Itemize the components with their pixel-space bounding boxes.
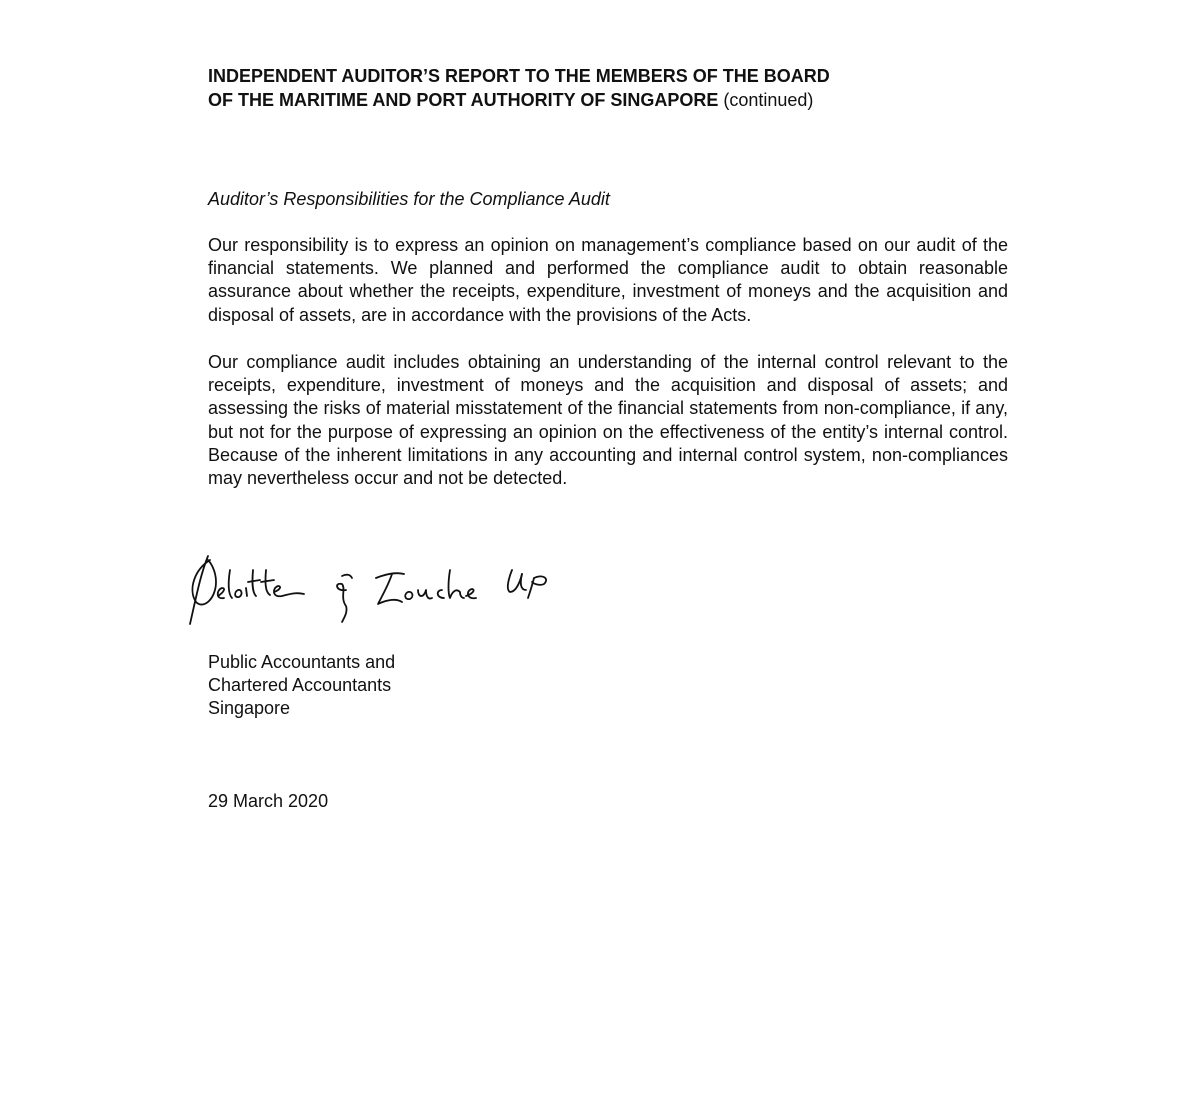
- signature-image: [186, 552, 566, 630]
- report-title-suffix: (continued): [723, 90, 814, 110]
- paragraph-responsibility: Our responsibility is to express an opinion on management’s compliance based on our audit of the financial statements. We planned and performed the compliance audit to obtain reasonable assurance about whether the receipts, expenditure, investment of moneys and the acquisition and disposal of assets, are in accordance with the provisions of the Acts.: [208, 235, 1008, 325]
- handwritten-signature: [186, 552, 566, 630]
- report-date: 29 March 2020: [208, 791, 329, 811]
- signatory-line1: Public Accountants and: [208, 652, 396, 672]
- report-title-line1: INDEPENDENT AUDITOR’S REPORT TO THE MEMBERS OF THE BOARD: [208, 66, 830, 86]
- signatory-block: [208, 651, 395, 721]
- section-heading: Auditor’s Responsibilities for the Compliance Audit: [208, 189, 610, 209]
- signatory-line3: Singapore: [208, 698, 291, 719]
- report-title: [208, 64, 1008, 112]
- signatory-line2: Chartered Accountants: [208, 675, 392, 696]
- report-title-line2: OF THE MARITIME AND PORT AUTHORITY OF SINGAPORE: [208, 90, 719, 110]
- report-body: [208, 64, 1008, 489]
- paragraph-compliance-audit: Our compliance audit includes obtaining an understanding of the internal control relevant to the receipts, expenditure, investment of moneys and the acquisition and disposal of assets; and assessing the risks of material misstatement of the financial statements from non-compliance, if any, but not for the purpose of expressing an opinion on the effectiveness of the entity’s internal control. Because of the inherent limitations in any accounting and internal control system, non-compliances may nevertheless occur and not be detected.: [208, 352, 1008, 489]
